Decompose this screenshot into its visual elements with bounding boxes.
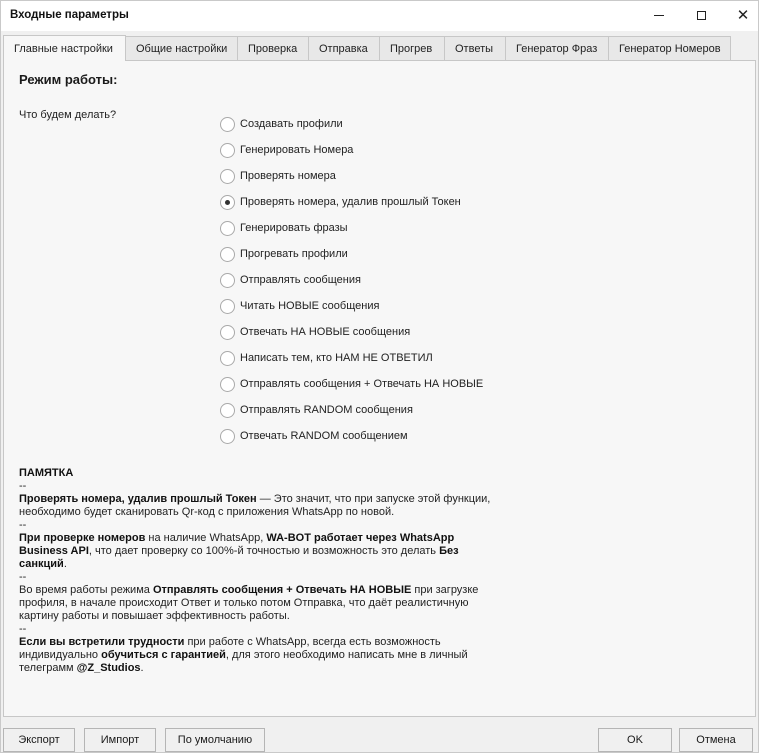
memo-bold: @Z_Studios	[76, 662, 141, 674]
radio-button-icon[interactable]	[220, 299, 235, 314]
memo-separator: --	[19, 571, 27, 583]
memo-block-2	[19, 532, 499, 571]
memo-bold: Если вы встретили трудности	[19, 636, 185, 648]
minimize-icon	[654, 15, 664, 16]
memo-separator: --	[19, 519, 27, 531]
radio-option[interactable]	[220, 371, 483, 397]
radio-selected-dot	[225, 200, 230, 205]
ok-button[interactable]: OK	[598, 728, 672, 752]
radio-option-label: Отвечать RANDOM сообщением	[240, 430, 408, 442]
memo-text-span: при загрузке профиля, в начале происходит Ответ и только потом Отправка, что даёт реалистичную картину работы и повышает эффективность работы.	[19, 584, 479, 622]
radio-option-label: Написать тем, кто НАМ НЕ ОТВЕТИЛ	[240, 352, 433, 364]
radio-button-icon[interactable]	[220, 117, 235, 132]
radio-button-icon[interactable]	[220, 273, 235, 288]
memo-text-span: , что дает проверку со 100%-й точностью и возможность это делать	[88, 545, 440, 557]
radio-button-icon[interactable]	[220, 377, 235, 392]
radio-button-icon[interactable]	[220, 403, 235, 418]
radio-option-label: Генерировать Номера	[240, 144, 354, 156]
memo-text-span: , для этого необходимо написать мне в личный телеграмм	[19, 649, 468, 674]
radio-option-label: Генерировать фразы	[240, 222, 348, 234]
export-button[interactable]: Экспорт	[3, 728, 75, 752]
maximize-icon	[697, 11, 706, 20]
radio-option-label: Проверять номера	[240, 170, 336, 182]
tab-number-generator[interactable]: Генератор Номеров	[609, 36, 731, 61]
radio-option-label: Отправлять RANDOM сообщения	[240, 404, 413, 416]
tab-send[interactable]: Отправка	[309, 36, 380, 61]
radio-option-label: Отправлять сообщения + Отвечать НА НОВЫЕ	[240, 378, 484, 390]
radio-option[interactable]	[220, 345, 483, 371]
radio-button-icon[interactable]	[220, 169, 235, 184]
radio-option[interactable]	[220, 189, 483, 215]
memo-separator: --	[19, 480, 27, 492]
tab-main-settings[interactable]: Главные настройки	[3, 35, 126, 61]
radio-option-label: Создавать профили	[240, 118, 343, 130]
maximize-button[interactable]	[679, 1, 723, 29]
tab-warmup[interactable]: Прогрев	[380, 36, 445, 61]
radio-option[interactable]	[220, 241, 483, 267]
memo-bold: При проверке номеров	[19, 532, 146, 544]
memo-heading: ПАМЯТКА	[19, 467, 74, 479]
radio-option-label: Читать НОВЫЕ сообщения	[240, 300, 380, 312]
memo-block-4	[19, 636, 499, 675]
radio-button-icon[interactable]	[220, 143, 235, 158]
memo-text-span: .	[140, 662, 144, 674]
radio-option[interactable]	[220, 397, 483, 423]
radio-button-icon[interactable]	[220, 325, 235, 340]
radio-button-icon[interactable]	[220, 247, 235, 262]
radio-option[interactable]	[220, 111, 483, 137]
cancel-button[interactable]: Отмена	[679, 728, 753, 752]
tab-general-settings[interactable]: Общие настройки	[126, 36, 238, 61]
reset-defaults-button[interactable]: По умолчанию	[165, 728, 265, 752]
title-bar	[1, 1, 758, 31]
memo-text-span: — Это значит, что при запуске этой функции, необходимо будет сканировать Qr-код с приложения WhatsApp по новой.	[19, 493, 491, 518]
memo-text-span: при работе с WhatsApp, всегда есть возможность индивидуально	[19, 636, 441, 661]
memo-bold: WA-BOT работает через WhatsApp Business API	[19, 532, 455, 557]
tab-phrase-generator[interactable]: Генератор Фраз	[506, 36, 609, 61]
memo-text	[19, 467, 499, 675]
tab-bar	[3, 35, 731, 61]
memo-text-span: Во время работы режима	[19, 584, 153, 596]
minimize-button[interactable]	[637, 1, 681, 29]
radio-option[interactable]	[220, 293, 483, 319]
radio-option[interactable]	[220, 215, 483, 241]
window-title: Входные параметры	[10, 9, 129, 21]
memo-bold: Отправлять сообщения + Отвечать НА НОВЫЕ	[152, 584, 412, 596]
radio-option-label: Отправлять сообщения	[240, 274, 361, 286]
radio-option[interactable]	[220, 423, 483, 449]
memo-separator: --	[19, 623, 27, 635]
radio-button-icon[interactable]	[220, 351, 235, 366]
tab-panel	[3, 60, 756, 717]
radio-option[interactable]	[220, 319, 483, 345]
radio-option-label: Проверять номера, удалив прошлый Токен	[240, 196, 461, 208]
question-label: Что будем делать?	[19, 109, 117, 121]
radio-button-icon[interactable]	[220, 195, 235, 210]
memo-bold: обучиться с гарантией	[101, 649, 226, 661]
memo-bold: Проверять номера, удалив прошлый Токен	[19, 493, 257, 505]
memo-bold: Без санкций	[19, 545, 459, 570]
radio-option-label: Отвечать НА НОВЫЕ сообщения	[240, 326, 411, 338]
radio-option[interactable]	[220, 137, 483, 163]
close-icon: ✕	[736, 7, 750, 24]
radio-option-label: Прогревать профили	[240, 248, 348, 260]
memo-block-3	[19, 584, 499, 623]
tab-replies[interactable]: Ответы	[445, 36, 506, 61]
memo-text-span: на наличие WhatsApp,	[145, 532, 267, 544]
memo-block-1	[19, 493, 499, 519]
import-button[interactable]: Импорт	[84, 728, 156, 752]
radio-option[interactable]	[220, 267, 483, 293]
radio-button-icon[interactable]	[220, 429, 235, 444]
radio-button-icon[interactable]	[220, 221, 235, 236]
close-button[interactable]	[721, 1, 759, 29]
memo-text-span: .	[63, 558, 67, 570]
mode-radio-group	[220, 111, 483, 449]
section-title: Режим работы:	[19, 72, 118, 87]
radio-option[interactable]	[220, 163, 483, 189]
tab-check[interactable]: Проверка	[238, 36, 309, 61]
